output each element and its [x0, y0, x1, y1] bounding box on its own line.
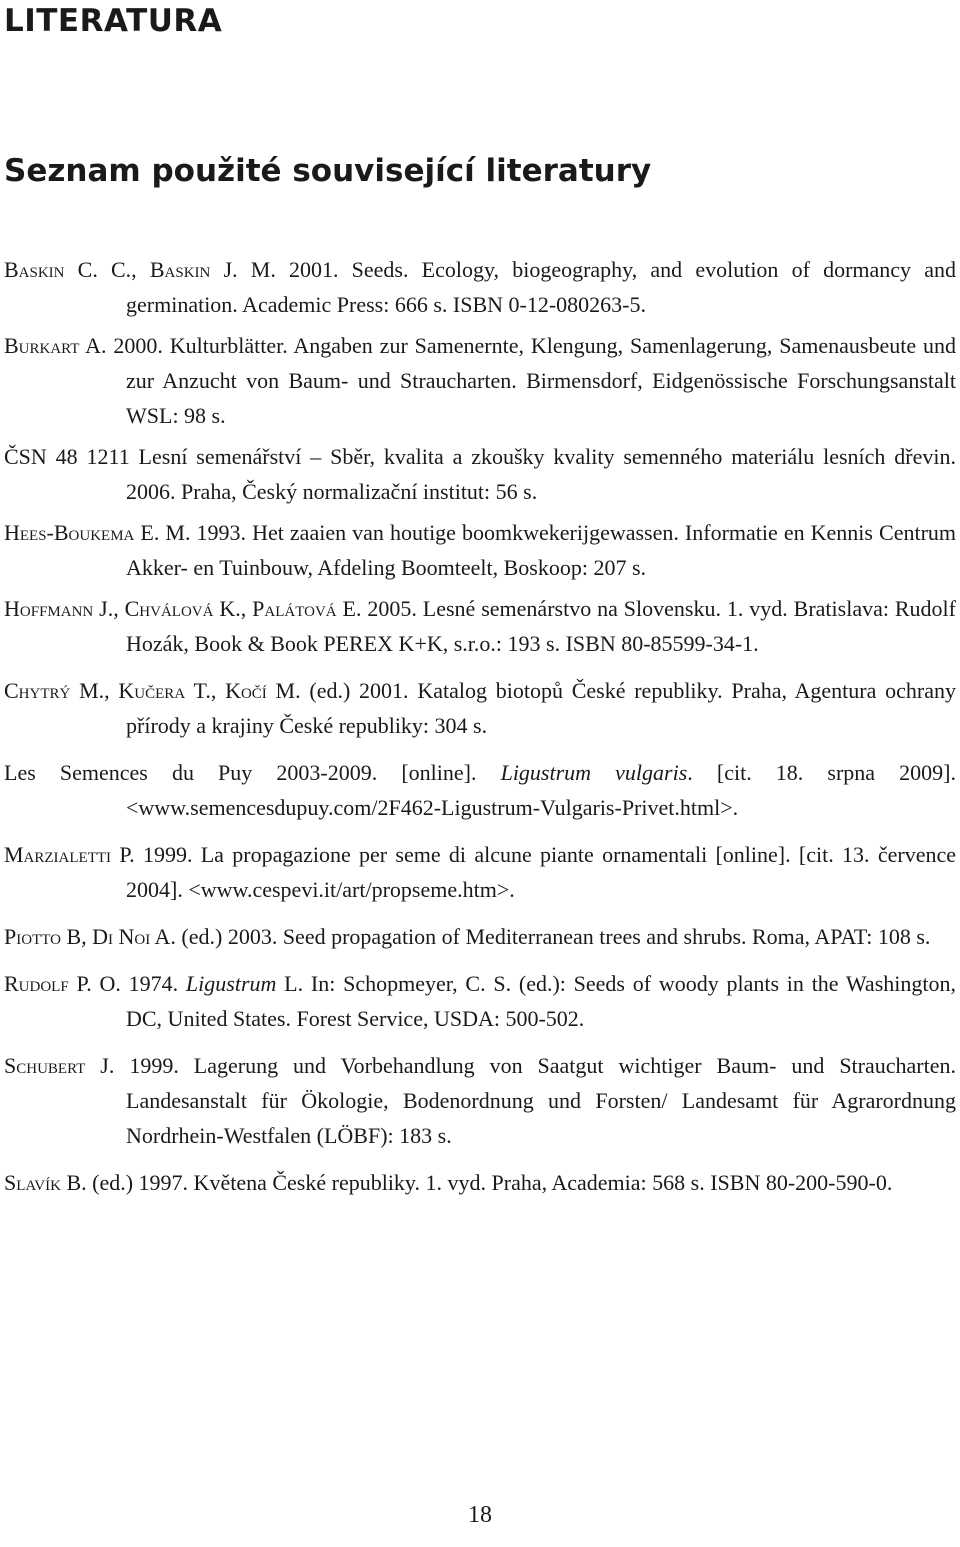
reference-list — [4, 252, 956, 1212]
reference-authors: Baskin C. C., Baskin J. M. — [4, 257, 276, 282]
reference-text: (ed.) 2003. Seed propagation of Mediterranean trees and shrubs. Roma, APAT: 108 s. — [175, 924, 931, 949]
reference-authors: Chytrý M., Kučera T., Kočí M. — [4, 678, 301, 703]
reference-item — [4, 1048, 956, 1153]
reference-authors: Hoffmann J., Chválová K., Palátová E. — [4, 596, 362, 621]
reference-authors: Rudolf P. O. — [4, 971, 121, 996]
reference-item — [4, 837, 956, 907]
reference-text: 1999. Lagerung und Vorbehandlung von Saatgut wichtiger Baum- und Straucharten. Landesanstalt für Ökologie, Bodenordnung und Forsten/ Landesamt für Agrarordnung Nordrhein-Westfalen (LÖBF): 183 s. — [114, 1053, 956, 1148]
reference-text: 1999. La propagazione per seme di alcune piante ornamentali [online]. [cit. 13. července 2004]. <www.cespevi.it/art/propseme.htm>. — [126, 842, 956, 902]
reference-text: (ed.) 1997. Květena České republiky. 1. vyd. Praha, Academia: 568 s. ISBN 80-200-590-0. — [86, 1170, 893, 1195]
reference-item — [4, 439, 956, 509]
reference-item — [4, 328, 956, 433]
reference-item — [4, 515, 956, 585]
reference-text: 1993. Het zaaien van houtige boomkwekerijgewassen. Informatie en Kennis Centrum Akker- en Tuinbouw, Afdeling Boomteelt, Boskoop: 207 s. — [126, 520, 957, 580]
reference-authors: Schubert J. — [4, 1053, 115, 1078]
reference-italic-title: Ligustrum — [185, 971, 277, 996]
reference-item — [4, 966, 956, 1036]
reference-item — [4, 252, 956, 322]
reference-item — [4, 673, 956, 743]
reference-text: ČSN 48 1211 Lesní semenářství – Sběr, kvalita a zkoušky kvality semenného materiálu lesních dřevin. 2006. Praha, Český normalizační institut: 56 s. — [4, 444, 956, 504]
reference-authors: Slavík B. — [4, 1170, 87, 1195]
reference-text: . [cit. 18. srpna 2009]. <www.semencesdupuy.com/2F462-Ligustrum-Vulgaris-Privet.html>. — [126, 760, 957, 820]
reference-italic-title: Ligustrum vulgaris — [500, 760, 688, 785]
reference-text: 2005. Lesné semenárstvo na Slovensku. 1. vyd. Bratislava: Rudolf Hozák, Book & Book PEREX K+K, s.r.o.: 193 s. ISBN 80-85599-34-1. — [126, 596, 956, 656]
reference-item — [4, 591, 956, 661]
reference-text: 2001. Seeds. Ecology, biogeography, and evolution of dormancy and germination. Academic Press: 666 s. ISBN 0-12-080263-5. — [126, 257, 956, 317]
page-heading: LITERATURA — [4, 3, 223, 39]
reference-text: (ed.) 2001. Katalog biotopů České republiky. Praha, Agentura ochrany přírody a krajiny České republiky: 304 s. — [126, 678, 956, 738]
section-title: Seznam použité související literatury — [4, 153, 652, 189]
reference-pre-text: 1974. — [120, 971, 186, 996]
reference-authors: Marzialetti P. — [4, 842, 135, 867]
reference-authors: Hees-Boukema E. M. — [4, 520, 191, 545]
reference-authors: Burkart A. — [4, 333, 107, 358]
reference-authors: Piotto B, Di Noi A. — [4, 924, 176, 949]
reference-item — [4, 919, 956, 954]
reference-text: L. In: Schopmeyer, C. S. (ed.): Seeds of woody plants in the Washington, DC, United States. Forest Service, USDA: 500-502. — [126, 971, 956, 1031]
reference-item — [4, 1165, 956, 1200]
reference-pre-text: Les Semences du Puy 2003-2009. [online]. — [4, 760, 501, 785]
page-number: 18 — [468, 1502, 492, 1528]
reference-item — [4, 755, 956, 825]
reference-text: 2000. Kulturblätter. Angaben zur Samenernte, Klengung, Samenlagerung, Samenausbeute und zur Anzucht von Baum- und Straucharten. Birmensdorf, Eidgenössische Forschungsanstalt WSL: 98 s. — [106, 333, 956, 428]
